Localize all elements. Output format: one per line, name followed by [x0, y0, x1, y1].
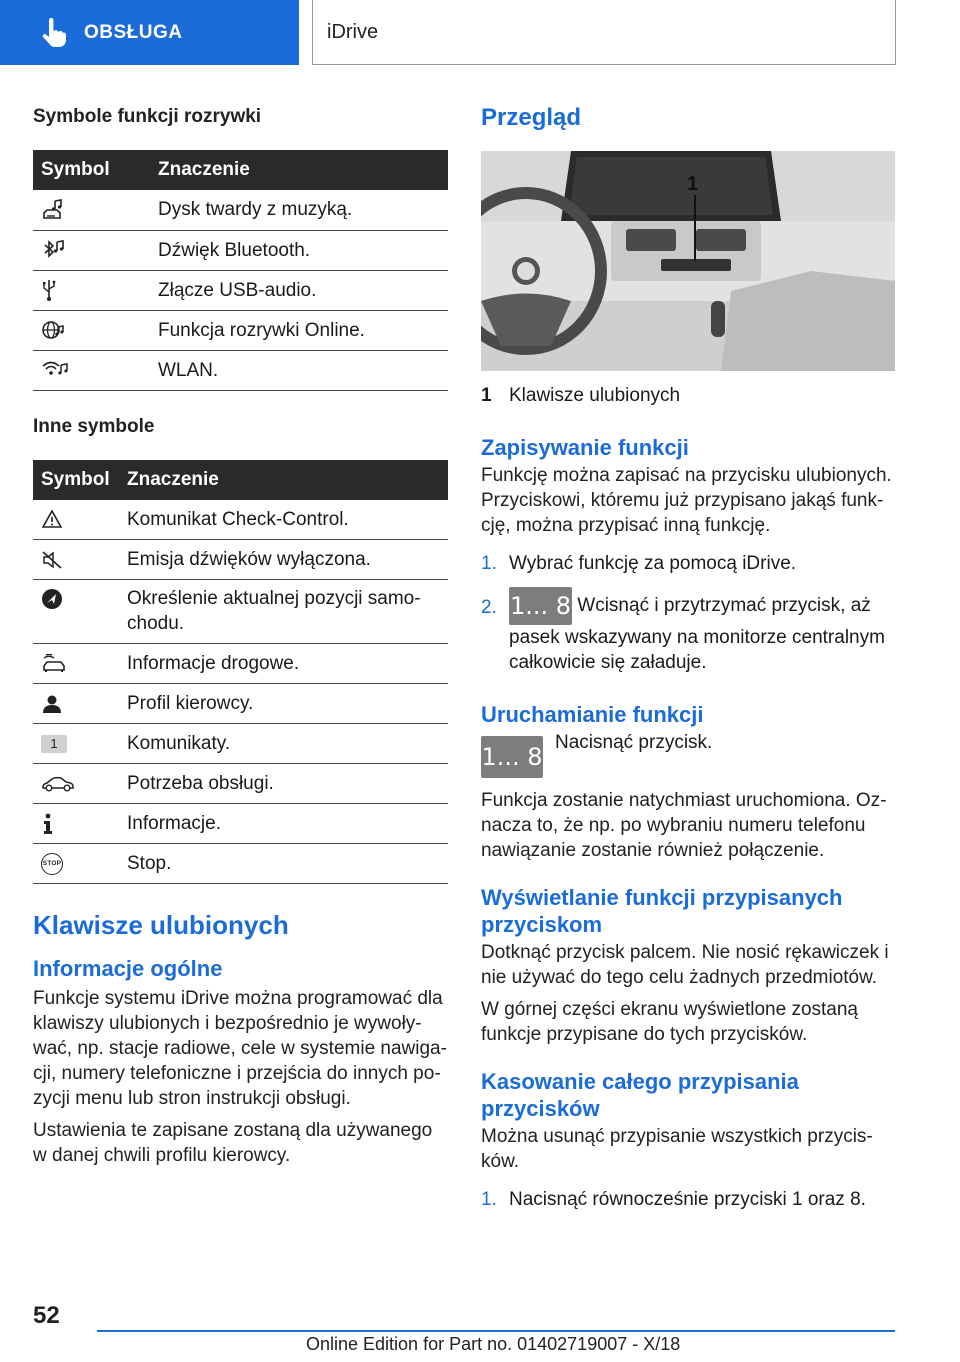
wlan-audio-icon — [41, 359, 69, 381]
table-row — [33, 764, 448, 804]
step-number: 1. — [481, 553, 497, 574]
show-functions-heading: Wyświetlanie funkcji przypisanych przyciskom — [481, 885, 843, 937]
driver-profile-icon — [41, 694, 63, 714]
info-icon — [41, 813, 55, 835]
table-row — [33, 190, 448, 230]
col-symbol-header: Symbol — [41, 159, 110, 180]
page-number: 52 — [33, 1302, 60, 1329]
favorites-heading: Klawisze ulubionych — [33, 910, 289, 940]
delete-assignment-heading: Kasowanie całego przypisania przycisków — [481, 1069, 799, 1121]
right-column — [481, 100, 895, 1212]
row-meaning: Emisja dźwięków wyłączona. — [119, 540, 448, 580]
service-car-icon — [41, 775, 75, 793]
chapter-box — [312, 0, 896, 65]
table-row — [33, 540, 448, 580]
table-row — [33, 644, 448, 684]
footer-divider — [97, 1330, 895, 1332]
row-meaning: Informacje drogowe. — [119, 644, 448, 684]
run-function-text: Nacisnąć przycisk. — [555, 732, 713, 753]
mute-icon — [41, 550, 63, 570]
row-meaning: Dysk twardy z muzyką. — [150, 190, 448, 230]
entertainment-symbols-table — [33, 150, 448, 391]
hard-disk-music-icon — [41, 199, 65, 221]
run-function-heading: Uruchamianie funkcji — [481, 702, 704, 727]
table-header-row — [33, 150, 448, 190]
row-meaning: Komunikaty. — [119, 724, 448, 764]
delete-steps-list — [481, 1187, 895, 1212]
favorite-key-icon: 1... 8 — [481, 736, 543, 778]
table-row — [33, 684, 448, 724]
footer-edition-text: Online Edition for Part no. 01402719007 - X/18 — [306, 1334, 681, 1354]
general-info-paragraph-1: Funkcje systemu iDrive można programować dla klawiszy ulubionych i bezpośrednio je wywoływać, np. stacje radiowe, cele w systemie nawigacji, numery telefoniczne i przejścia do innych pozycji menu lub stron instrukcji obsługi. — [33, 988, 447, 1109]
row-meaning — [119, 580, 448, 644]
overview-heading: Przegląd — [481, 104, 582, 131]
table-row — [33, 500, 448, 540]
step-text: Wcisnąć i przytrzymać przycisk, aż pasek wskazywany na monitorze centralnym całkowicie się załaduje. — [509, 595, 885, 673]
warning-triangle-icon — [41, 509, 63, 529]
col-meaning-header: Znaczenie — [127, 468, 219, 490]
show-functions-paragraph-1: Dotknąć przycisk palcem. Nie nosić rękawiczek i nie używać do tego celu żadnych przedmiotów. — [481, 942, 889, 988]
delete-assignment-paragraph: Można usunąć przypisanie wszystkich przycisków. — [481, 1126, 873, 1172]
photo-callout-number: 1 — [687, 173, 699, 195]
table-row — [33, 724, 448, 764]
other-symbols-heading: Inne symbole — [33, 415, 155, 437]
save-function-paragraph: Funkcję można zapisać na przycisku ulubionych. Przyciskowi, któremu już przypisano jakąś funkcję, można przypisać inną funkcję. — [481, 465, 892, 536]
table-header-row — [33, 460, 448, 500]
step-number: 2. — [481, 597, 497, 618]
traffic-info-icon — [41, 654, 67, 674]
dashboard-photo — [481, 151, 895, 371]
general-info-paragraph-2: Ustawienia te zapisane zostaną dla używanego w danej chwili profilu kierowcy. — [33, 1120, 433, 1166]
table-row — [33, 580, 448, 644]
show-functions-paragraph-2: W górnej części ekranu wyświetlone zostaną funkcje przypisane do tych przycisków. — [481, 999, 859, 1045]
section-label: OBSŁUGA — [84, 21, 183, 43]
online-entertainment-icon — [41, 319, 65, 341]
stop-icon: STOP — [41, 853, 63, 875]
table-row — [33, 230, 448, 270]
list-item — [481, 551, 895, 576]
table-row — [33, 350, 448, 390]
row-meaning: Funkcja rozrywki Online. — [150, 310, 448, 350]
row-meaning: Złącze USB-audio. — [150, 270, 448, 310]
navigation-arrow-icon — [41, 588, 63, 610]
table-row — [33, 310, 448, 350]
messages-icon: 1 — [41, 735, 67, 753]
row-meaning: WLAN. — [150, 350, 448, 390]
entertainment-symbols-heading: Symbole funkcji rozrywki — [33, 106, 262, 127]
caption-text: Klawisze ulubionych — [509, 385, 681, 406]
table-row — [33, 270, 448, 310]
usb-audio-icon — [41, 278, 57, 302]
chapter-label: iDrive — [327, 20, 379, 43]
caption-number: 1 — [481, 385, 492, 406]
photo-caption — [481, 383, 895, 408]
col-symbol-header: Symbol — [41, 468, 110, 490]
general-info-heading: Informacje ogólne — [33, 956, 223, 981]
col-meaning-header: Znaczenie — [158, 159, 250, 180]
save-steps-list — [481, 551, 895, 675]
list-item — [481, 587, 895, 675]
row-meaning: Potrzeba obsługi. — [119, 764, 448, 804]
table-row — [33, 804, 448, 844]
left-column — [33, 100, 448, 1168]
run-function-paragraph: Funkcja zostanie natychmiast uruchomiona. Oznacza to, że np. po wybraniu numeru telefonu nawiązanie zostanie również połączenie. — [481, 790, 887, 861]
step-text: Wybrać funkcję za pomocą iDrive. — [509, 553, 797, 574]
run-function-row — [481, 730, 895, 778]
table-row — [33, 844, 448, 884]
step-number: 1. — [481, 1189, 497, 1210]
row-meaning: Stop. — [119, 844, 448, 884]
section-tab — [0, 0, 299, 65]
save-function-heading: Zapisywanie funkcji — [481, 435, 689, 460]
bluetooth-audio-icon — [41, 239, 65, 261]
row-meaning: Informacje. — [119, 804, 448, 844]
row-meaning: Komunikat Check-Control. — [119, 500, 448, 540]
meaning-line-1: Określenie aktualnej pozycji samo- chodu. — [127, 588, 421, 634]
row-meaning: Dźwięk Bluetooth. — [150, 230, 448, 270]
hand-pointer-icon — [40, 18, 66, 48]
list-item — [481, 1187, 895, 1212]
favorite-key-icon: 1... 8 — [509, 587, 572, 625]
step-text: Nacisnąć równocześnie przyciski 1 oraz 8. — [509, 1189, 866, 1210]
other-symbols-table — [33, 460, 448, 885]
row-meaning: Profil kierowcy. — [119, 684, 448, 724]
